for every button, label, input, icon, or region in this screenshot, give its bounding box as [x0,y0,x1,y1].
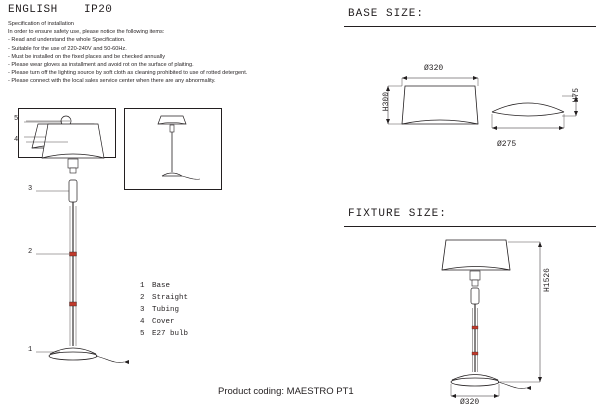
fixture-size-divider [344,226,596,227]
legend-label: E27 bulb [152,330,189,338]
specification-item: - Please connect with the local sales service center when there are any abnormality. [8,78,216,85]
legend-item [140,304,188,316]
fixture-total-height-label: H1526 [543,268,552,293]
specification-item: - Suitable for the use of 220-240V and 50-60Hz. [8,45,127,52]
legend-item [140,328,188,340]
base-shade-width-label: Ø320 [424,64,444,73]
callout-4: 4 [14,136,19,144]
specification-item: - Must be installed on the fixed places and be checked annually [8,53,166,60]
callout-3: 3 [28,185,33,193]
specification-item: - Please turn off the lighting source by soft cloth as cleaning prohibited to use of rotted detergent. [8,70,248,77]
legend-number: 1 [140,282,145,290]
legend-number: 3 [140,306,145,314]
callout-1: 1 [28,346,33,354]
product-coding-label: Product coding: MAESTRO PT1 [218,386,354,397]
language-title: ENGLISH [8,4,58,16]
legend-number: 2 [140,294,145,302]
specification-title: Specification of installation [8,21,74,27]
base-shade-height-label: H300 [382,92,391,112]
specification-item: - Please wear gloves as installment and avoid rot on the surface of plaiting. [8,62,194,69]
specification-block [8,20,338,86]
specification-intro: In order to ensure safety use, please notice the following items: [8,29,165,36]
legend-number: 4 [140,318,145,326]
fixture-size-drawing [418,230,598,400]
fixture-size-section-title: FIXTURE SIZE: [348,208,447,220]
legend-item [140,316,188,328]
base-size-section-title: BASE SIZE: [348,8,425,20]
base-size-drawing [380,66,580,146]
base-diameter-label: Ø275 [497,140,517,149]
legend-item [140,292,188,304]
base-size-divider [344,26,596,27]
callout-2: 2 [28,248,33,256]
legend-label: Cover [152,318,175,326]
legend-label: Tubing [152,306,180,314]
ip-rating-label: IP20 [84,4,113,16]
legend-number: 5 [140,330,145,338]
legend-label: Base [152,282,171,290]
specification-item: - Read and understand the whole Specification. [8,37,126,44]
parts-legend [140,280,188,340]
legend-label: Straight [152,294,189,302]
legend-item [140,280,188,292]
callout-5: 5 [14,115,19,123]
base-height-label: H75 [572,88,581,103]
fixture-base-diameter-label: Ø320 [460,398,480,407]
exploded-lamp-drawing [20,106,140,376]
